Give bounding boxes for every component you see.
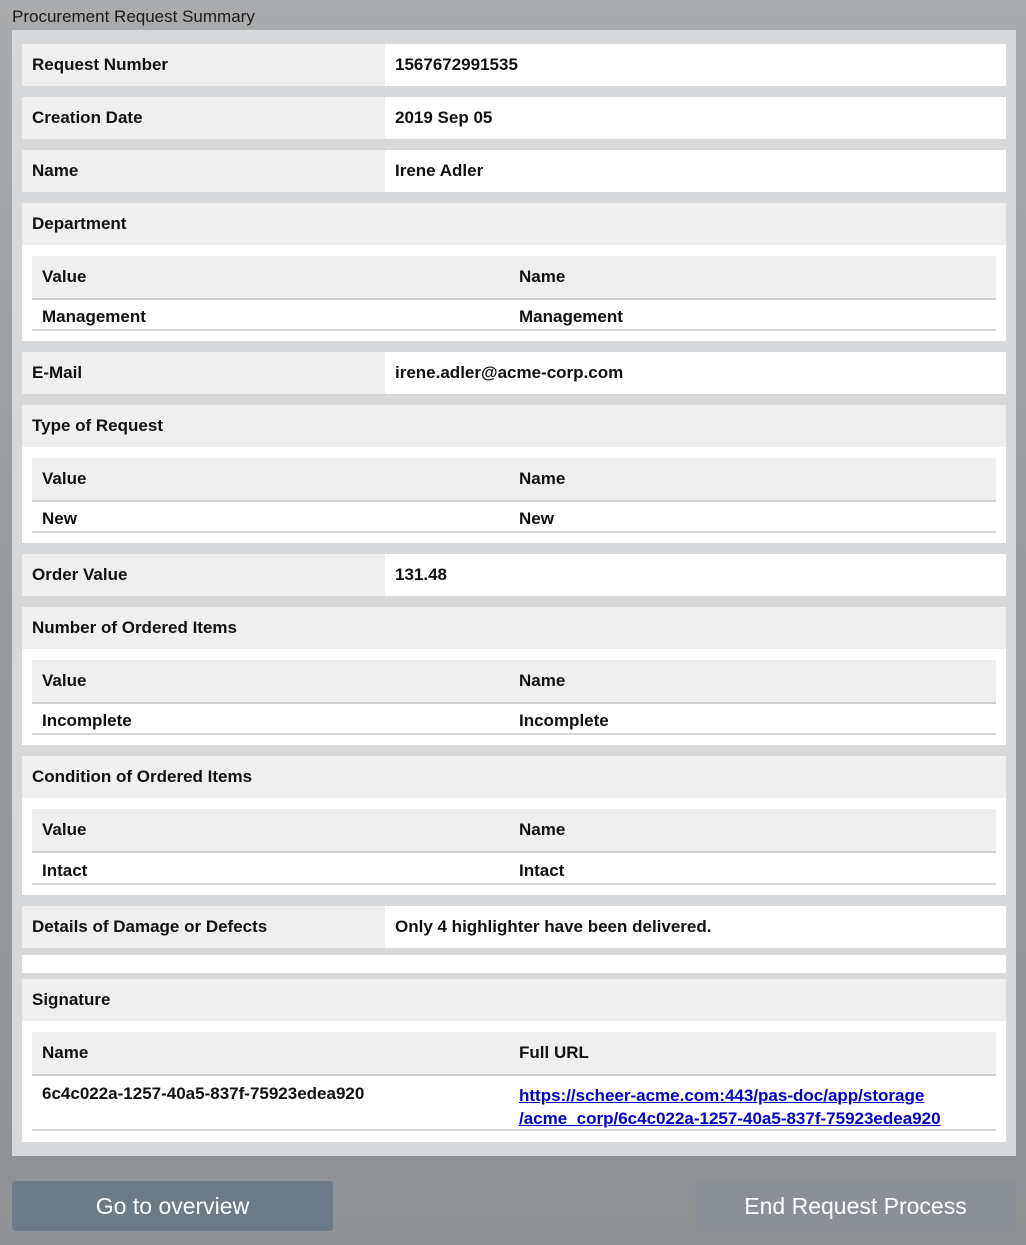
panel-title: Procurement Request Summary [12, 7, 255, 26]
table-row [32, 300, 996, 331]
go-to-overview-button[interactable]: Go to overview [12, 1181, 333, 1231]
condition-ordered-header: Condition of Ordered Items [22, 756, 1006, 798]
number-ordered-group [22, 607, 1006, 745]
damage-details-row [22, 906, 1006, 948]
column-header-value: Value [42, 469, 87, 488]
creation-date-value: 2019 Sep 05 [395, 108, 493, 127]
damage-details-label: Details of Damage or Defects [22, 906, 385, 948]
table-row [32, 502, 996, 533]
column-header-name: Name [519, 469, 566, 488]
department-group [22, 203, 1006, 341]
table-row [32, 704, 996, 735]
number-ordered-table-header [32, 660, 996, 704]
condition-ordered-table [32, 809, 996, 885]
cell-name: Management [519, 307, 623, 326]
number-ordered-table [32, 660, 996, 735]
email-value: irene.adler@acme-corp.com [395, 363, 624, 382]
signature-group [22, 979, 1006, 1142]
damage-details-value: Only 4 highlighter have been delivered. [395, 917, 712, 936]
email-row [22, 352, 1006, 394]
column-header-name: Name [42, 1043, 89, 1062]
department-table [32, 256, 996, 331]
type-of-request-header: Type of Request [22, 405, 1006, 447]
column-header-value: Value [42, 671, 87, 690]
column-header-value: Value [42, 267, 87, 286]
creation-date-row [22, 97, 1006, 139]
summary-panel [12, 30, 1016, 1156]
department-table-header [32, 256, 996, 300]
signature-id: 6c4c022a-1257-40a5-837f-75923edea920 [42, 1084, 365, 1103]
signature-table-header [32, 1032, 996, 1076]
signature-header: Signature [22, 979, 1006, 1021]
type-of-request-table-header [32, 458, 996, 502]
end-request-process-button[interactable]: End Request Process [695, 1181, 1016, 1231]
cell-value: Intact [42, 861, 88, 880]
cell-value: New [42, 509, 77, 528]
name-row [22, 150, 1006, 192]
signature-url-line-2[interactable]: /acme_corp/6c4c022a-1257-40a5-837f-75923edea920 [519, 1109, 941, 1128]
signature-table [32, 1032, 996, 1131]
cell-name: Intact [519, 861, 565, 880]
table-row [32, 853, 996, 885]
name-value: Irene Adler [395, 161, 484, 180]
column-header-name: Name [519, 267, 566, 286]
signature-url-link[interactable] [509, 1076, 996, 1129]
column-header-name: Name [519, 820, 566, 839]
type-of-request-table [32, 458, 996, 533]
request-number-value: 1567672991535 [395, 55, 518, 74]
condition-ordered-table-header [32, 809, 996, 853]
column-header-value: Value [42, 820, 87, 839]
email-label: E-Mail [22, 352, 385, 394]
name-label: Name [22, 150, 385, 192]
creation-date-label: Creation Date [22, 97, 385, 139]
empty-row [22, 955, 1006, 973]
number-ordered-header: Number of Ordered Items [22, 607, 1006, 649]
cell-value: Management [42, 307, 146, 326]
department-header: Department [22, 203, 1006, 245]
condition-ordered-group [22, 756, 1006, 895]
cell-value: Incomplete [42, 711, 132, 730]
cell-name: Incomplete [519, 711, 609, 730]
order-value-row [22, 554, 1006, 596]
order-value-label: Order Value [22, 554, 385, 596]
table-row [32, 1076, 996, 1131]
type-of-request-group [22, 405, 1006, 543]
order-value-value: 131.48 [395, 565, 447, 584]
column-header-full-url: Full URL [519, 1043, 589, 1062]
request-number-label: Request Number [22, 44, 385, 86]
column-header-name: Name [519, 671, 566, 690]
cell-name: New [519, 509, 554, 528]
request-number-row [22, 44, 1006, 86]
signature-url-line-1[interactable]: https://scheer-acme.com:443/pas-doc/app/storage [519, 1086, 925, 1105]
